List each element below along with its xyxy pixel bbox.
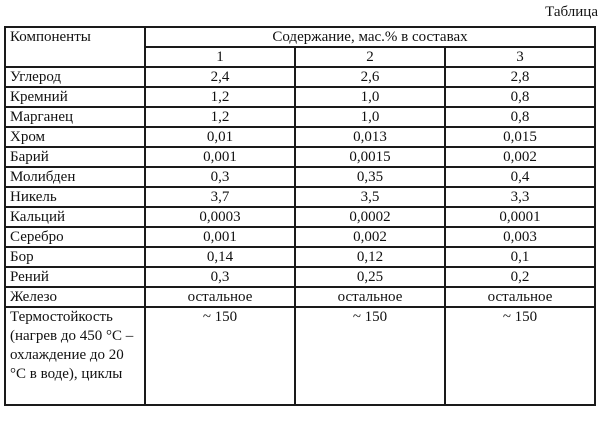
content-value-composition-3: 0,002 — [445, 147, 595, 167]
heat-resistance-value-composition-1: ~ 150 — [145, 307, 295, 405]
component-name: Углерод — [5, 67, 145, 87]
content-value-composition-2: 3,5 — [295, 187, 445, 207]
content-value-composition-1: 0,001 — [145, 227, 295, 247]
content-value-composition-2: 0,0015 — [295, 147, 445, 167]
content-value-composition-1: 0,3 — [145, 267, 295, 287]
content-value-composition-2: 0,25 — [295, 267, 445, 287]
content-value-composition-3: остальное — [445, 287, 595, 307]
table-row — [5, 107, 595, 127]
header-content: Содержание, мас.% в составах — [145, 27, 595, 47]
content-value-composition-1: 0,3 — [145, 167, 295, 187]
content-value-composition-1: 2,4 — [145, 67, 295, 87]
content-value-composition-2: 2,6 — [295, 67, 445, 87]
table-row — [5, 227, 595, 247]
component-name: Рений — [5, 267, 145, 287]
content-value-composition-2: 0,35 — [295, 167, 445, 187]
content-value-composition-2: 0,0002 — [295, 207, 445, 227]
component-name: Молибден — [5, 167, 145, 187]
content-value-composition-2: 1,0 — [295, 107, 445, 127]
content-value-composition-1: 0,14 — [145, 247, 295, 267]
header-components: Компоненты — [5, 27, 145, 67]
content-value-composition-2: 0,12 — [295, 247, 445, 267]
content-value-composition-3: 0,8 — [445, 107, 595, 127]
component-name: Кальций — [5, 207, 145, 227]
composition-table — [4, 26, 596, 406]
table-caption: Таблица — [545, 4, 598, 20]
heat-resistance-value-composition-3: ~ 150 — [445, 307, 595, 405]
content-value-composition-3: 2,8 — [445, 67, 595, 87]
table-row — [5, 247, 595, 267]
header-row — [5, 27, 595, 47]
component-name: Серебро — [5, 227, 145, 247]
component-name: Бор — [5, 247, 145, 267]
content-value-composition-3: 3,3 — [445, 187, 595, 207]
content-value-composition-3: 0,1 — [445, 247, 595, 267]
table-row — [5, 147, 595, 167]
header-composition-3: 3 — [445, 47, 595, 67]
table-row — [5, 207, 595, 227]
content-value-composition-3: 0,015 — [445, 127, 595, 147]
header-composition-2: 2 — [295, 47, 445, 67]
component-name: Кремний — [5, 87, 145, 107]
component-name: Железо — [5, 287, 145, 307]
component-name: Хром — [5, 127, 145, 147]
component-name: Барий — [5, 147, 145, 167]
content-value-composition-1: 1,2 — [145, 107, 295, 127]
table-row — [5, 127, 595, 147]
table-row — [5, 87, 595, 107]
content-value-composition-3: 0,0001 — [445, 207, 595, 227]
content-value-composition-1: 0,001 — [145, 147, 295, 167]
content-value-composition-1: 3,7 — [145, 187, 295, 207]
heat-resistance-label: Термостойкость (нагрев до 450 °С – охлаждение до 20 °С в воде), циклы — [5, 307, 145, 405]
table-row — [5, 167, 595, 187]
content-value-composition-1: 0,01 — [145, 127, 295, 147]
content-value-composition-1: 1,2 — [145, 87, 295, 107]
table-row — [5, 67, 595, 87]
content-value-composition-3: 0,4 — [445, 167, 595, 187]
content-value-composition-2: остальное — [295, 287, 445, 307]
content-value-composition-2: 0,013 — [295, 127, 445, 147]
header-composition-1: 1 — [145, 47, 295, 67]
heat-resistance-value-composition-2: ~ 150 — [295, 307, 445, 405]
content-value-composition-1: остальное — [145, 287, 295, 307]
component-name: Марганец — [5, 107, 145, 127]
content-value-composition-3: 0,8 — [445, 87, 595, 107]
content-value-composition-2: 1,0 — [295, 87, 445, 107]
heat-resistance-row — [5, 307, 595, 405]
table-row — [5, 287, 595, 307]
content-value-composition-1: 0,0003 — [145, 207, 295, 227]
content-value-composition-2: 0,002 — [295, 227, 445, 247]
table-row — [5, 267, 595, 287]
content-value-composition-3: 0,2 — [445, 267, 595, 287]
content-value-composition-3: 0,003 — [445, 227, 595, 247]
component-name: Никель — [5, 187, 145, 207]
table-row — [5, 187, 595, 207]
